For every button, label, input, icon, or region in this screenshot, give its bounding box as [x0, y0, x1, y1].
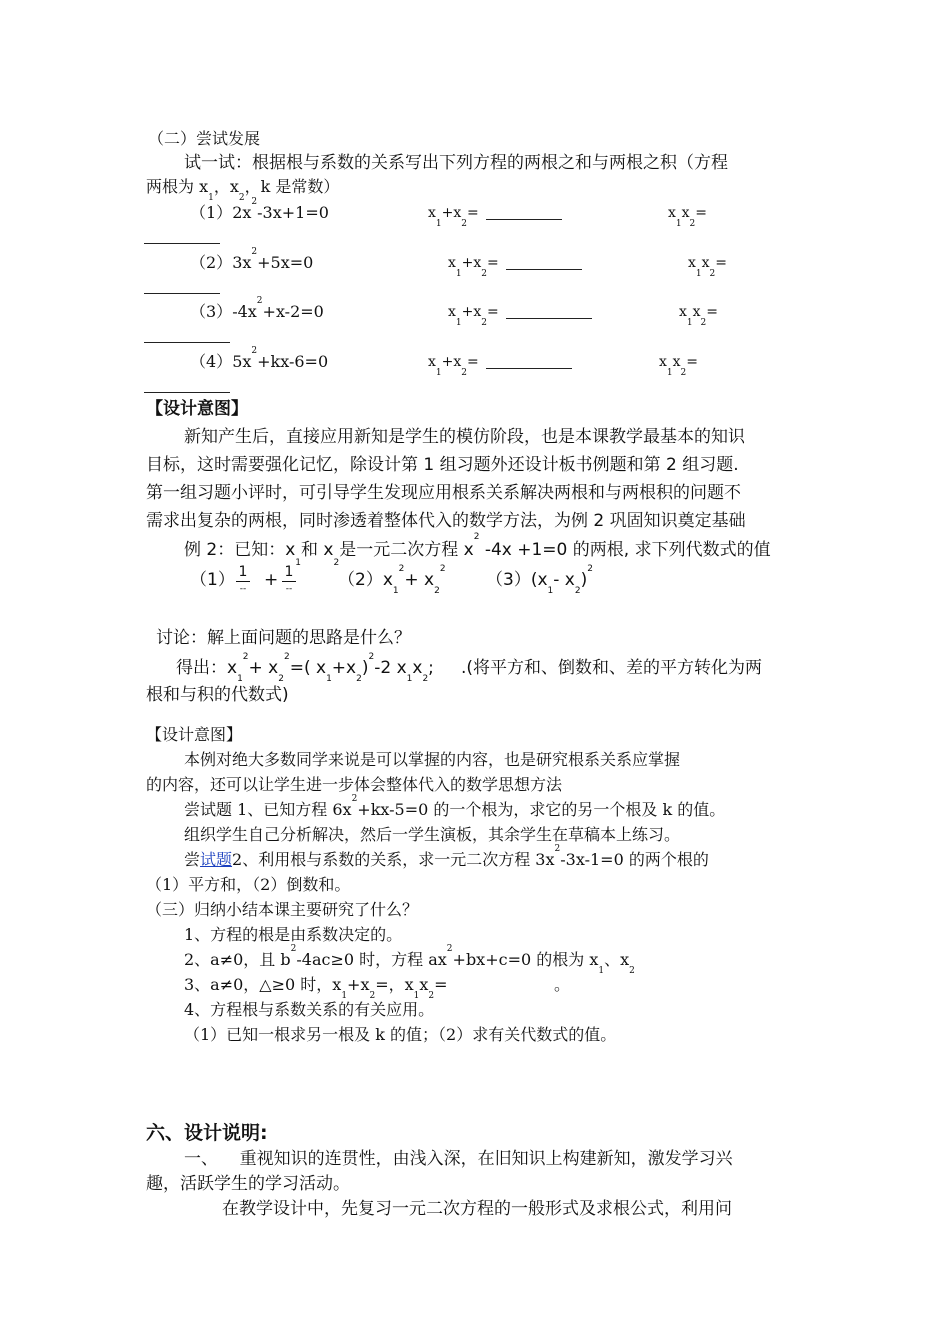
exercise-2-product-blank[interactable]: [144, 293, 220, 294]
exercise-3-sum: x1+x2=: [448, 304, 499, 328]
exercise-intro-line1: 试一试：根据根与系数的关系写出下列方程的两根之和与两根之积（方程: [184, 153, 728, 173]
exercise-4-sum: x1+x2=: [428, 354, 479, 378]
discussion-result-line1: 得出：$x1^2+ x2^2=$( x1+x2)$^2$-2 x1x2; .(将平方和、倒数和、差的平方转化为两: [176, 652, 762, 684]
discussion-question: 讨论：解上面问题的思路是什么？: [156, 628, 411, 648]
example-2-q1-label: （1）: [190, 570, 235, 590]
exercise-3-product: x1x2=: [679, 304, 719, 328]
exercise-1-product: x1x2=: [668, 205, 708, 229]
exercise-1-sum-blank[interactable]: [486, 219, 562, 220]
exercise-1-product-blank[interactable]: [144, 243, 220, 244]
exercise-2-sum-blank[interactable]: [506, 269, 582, 270]
exercise-3-equation: $(3)-4x^2+x-2=0$: [190, 296, 324, 321]
exercise-1-sum: x1+x2=: [428, 205, 479, 229]
design-intent-heading-2: 【设计意图】: [146, 725, 243, 744]
section-6-para1-line2: 趣，活跃学生的学习活动。: [146, 1174, 350, 1194]
exercise-3-sum-blank[interactable]: [506, 318, 592, 319]
example-2-plus: +: [264, 570, 279, 590]
design-intent-2-line1: 本例对绝大多数同学来说是可以掌握的内容，也是研究根系关系应掌握: [184, 750, 681, 769]
try-question-1: 尝试题 1、已知方程 $6x^2+kx-5=0$ 的一个根为，求它的另一个根及 k 的值。: [184, 794, 726, 819]
section-6-heading: 六、设计说明:: [146, 1122, 268, 1144]
exercise-4-equation: $(4)5x^2+kx-6=0$: [190, 346, 329, 371]
example-2-q3: （3）(x1- x2)$^2$: [486, 564, 593, 596]
exercise-3-product-blank[interactable]: [144, 342, 230, 343]
summary-item-4: 4、方程根与系数关系的有关应用。: [184, 1000, 435, 1019]
example-2-fraction-1: 1 --: [236, 565, 250, 594]
summary-item-1: 1、方程的根是由系数决定的。: [184, 925, 403, 944]
design-intent-1-line3: 第一组习题小评时，可引导学生发现应用根系关系解决两根和与两根积的问题不: [146, 483, 741, 503]
discussion-result-line2: 根和与积的代数式): [146, 685, 289, 705]
summary-item-3-end: 。: [554, 975, 571, 994]
try-question-2-line2: （1）平方和，（2）倒数和。: [146, 875, 351, 894]
exercise-4-product-blank[interactable]: [144, 392, 230, 393]
exercise-4-sum-blank[interactable]: [486, 368, 572, 369]
try-question-link[interactable]: 试题: [200, 850, 233, 869]
design-intent-1-line2: 目标，这时需要强化记忆，除设计第 1 组习题外还设计板书例题和第 2 组习题.: [146, 455, 739, 475]
summary-heading: （三）归纳小结本课主要研究了什么？: [146, 900, 419, 919]
exercise-2-equation: $(2)3x^2+5x=0$: [190, 247, 314, 272]
exercise-2-sum: x1+x2=: [448, 255, 499, 279]
exercise-1-equation: $(1)2x^2-3x+1=0$: [190, 197, 329, 222]
section-6-para1-line1: 一、 重视知识的连贯性，由浅入深，在旧知识上构建新知，激发学习兴: [184, 1149, 733, 1169]
design-intent-1-line4: 需求出复杂的两根，同时渗透着整体代入的数学方法，为例 2 巩固知识奠定基础: [146, 511, 746, 531]
example-2-fraction-2: 1 --: [282, 565, 296, 594]
exercise-intro-line2: 两根为 x1，x2，k 是常数）: [146, 177, 340, 203]
design-intent-1-line1: 新知产生后，直接应用新知是学生的模仿阶段，也是本课教学最基本的知识: [184, 427, 745, 447]
exercise-2-product: x1x2=: [688, 255, 728, 279]
summary-item-3: 3、a≠0，△≥0 时，x1+x2=，x1x2=: [184, 975, 448, 1001]
example-2-statement: 例 2：已知：x1和 x2是一元二次方程 $x^2$ -4x +1=0 的两根, 求下列代数式的值: [184, 532, 771, 568]
organize-students: 组织学生自己分析解决，然后一学生演板，其余学生在草稿本上练习。: [184, 825, 681, 844]
try-question-2: 尝试题2、利用根与系数的关系，求一元二次方程 $3x^2-3x-1=0$ 的两个根的: [184, 844, 709, 869]
design-intent-2-line2: 的内容，还可以让学生进一步体会整体代入的数学思想方法: [146, 775, 563, 794]
design-intent-heading-1: 【设计意图】: [146, 399, 248, 419]
exercise-4-product: x1x2=: [659, 354, 699, 378]
summary-item-5: （1）已知一根求另一根及 k 的值；（2）求有关代数式的值。: [184, 1025, 617, 1044]
section-heading-try: （二）尝试发展: [148, 129, 261, 148]
section-6-para2: 在教学设计中，先复习一元二次方程的一般形式及求根公式，利用问: [222, 1199, 732, 1219]
example-2-q2: $(2)x1^2+ x2^2$: [338, 564, 446, 596]
summary-item-2: 2、a≠0，且 $b^2-4ac\ge 0$ 时，方程 $ax^2+bx+c=0$ 的根为 x1、x2: [184, 944, 635, 976]
